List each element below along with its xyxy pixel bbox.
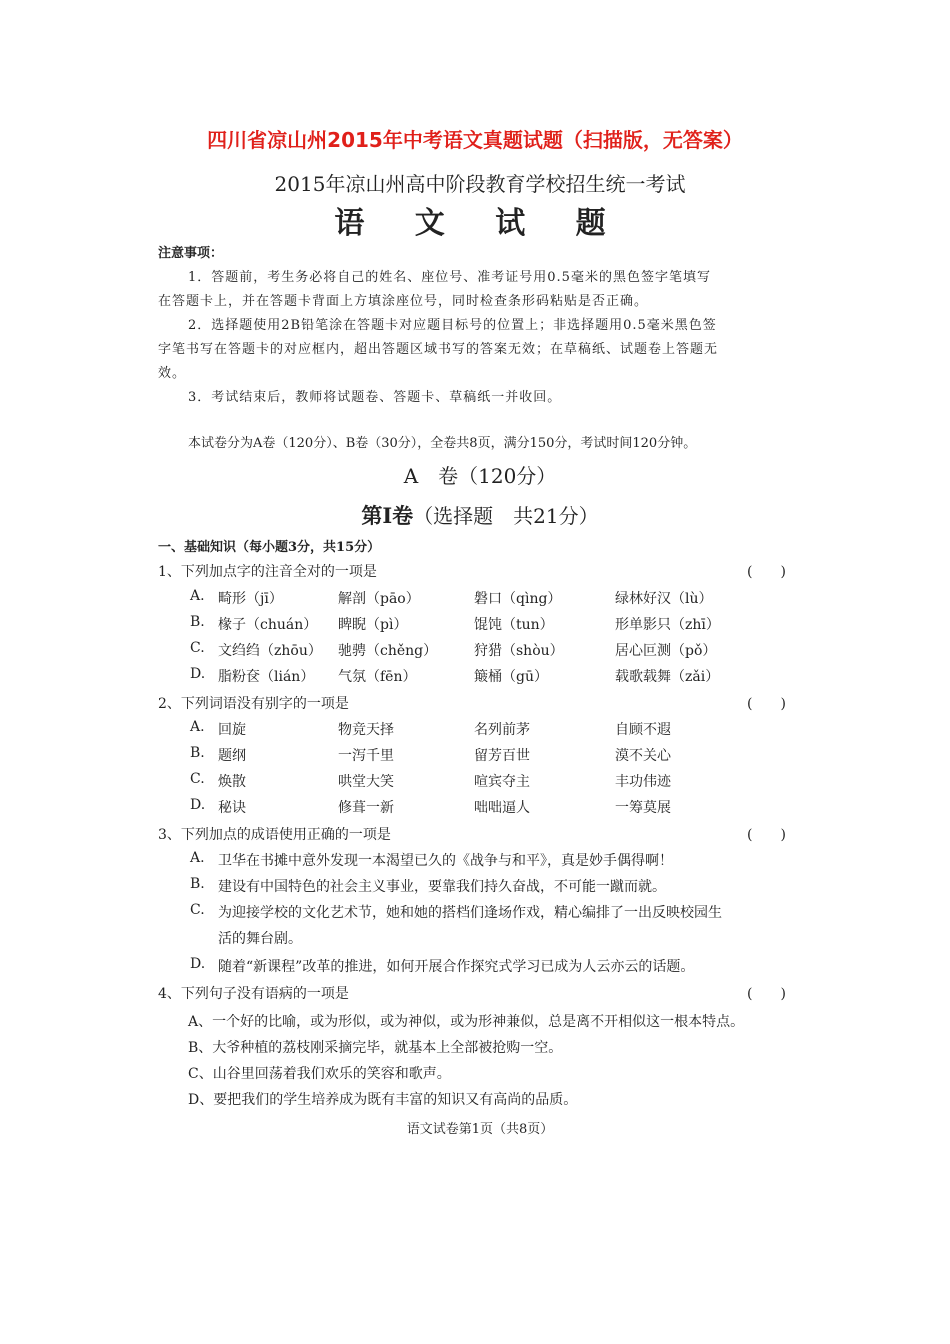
option-sentence: 为迎接学校的文化艺术节，她和她的搭档们逢场作戏，精心编排了一出反映校园生 — [218, 905, 722, 921]
option-item: 焕散 — [218, 774, 246, 790]
option-item: 形单影只（zhī） — [615, 617, 720, 633]
section-one-heading: 一、基础知识（每小题3分，共15分） — [158, 540, 381, 555]
answer-paren: ( ) — [747, 696, 786, 712]
option-item: 漠不关心 — [615, 748, 671, 764]
option-sentence: 建设有中国特色的社会主义事业，要靠我们持久奋战，不可能一蹴而就。 — [218, 879, 666, 895]
notice-line: 在答题卡上，并在答题卡背面上方填涂座位号，同时检查条形码粘贴是否正确。 — [158, 294, 649, 309]
option-item: 秘诀 — [218, 800, 246, 816]
option-label: B. — [190, 614, 205, 630]
option-sentence: B、大爷种植的荔枝刚采摘完毕，就基本上全部被抢购一空。 — [188, 1040, 563, 1056]
option-item: 丰功伟迹 — [615, 774, 671, 790]
option-item: 留芳百世 — [474, 748, 530, 764]
notice-line: 字笔书写在答题卡的对应框内，超出答题区域书写的答案无效；在草稿纸、试题卷上答题无 — [158, 342, 719, 357]
part-one-desc: （选择题 共21分） — [413, 504, 599, 528]
page-footer: 语文试卷第1页（共8页） — [406, 1122, 554, 1137]
option-item: 回旋 — [218, 722, 246, 738]
option-label: B. — [190, 876, 205, 892]
option-label: C. — [190, 771, 205, 787]
question-3-stem: 3、下列加点的成语使用正确的一项是 — [158, 827, 391, 843]
question-4-stem: 4、下列句子没有语病的一项是 — [158, 986, 349, 1002]
notice-line: 1．答题前，考生务必将自己的姓名、座位号、准考证号用0.5毫米的黑色签字笔填写 — [188, 270, 711, 285]
option-label: D. — [190, 956, 206, 972]
option-item: 畸形（jī） — [218, 591, 283, 607]
option-item: 一筹莫展 — [615, 800, 671, 816]
option-item: 绿林好汉（lù） — [615, 591, 713, 607]
option-sentence-continued: 活的舞台剧。 — [218, 931, 302, 947]
exam-info-line: 本试卷分为A卷（120分）、B卷（30分），全卷共8页，满分150分，考试时间120分钟。 — [188, 436, 697, 451]
exam-title: 2015年凉山州高中阶段教育学校招生统一考试 — [274, 172, 686, 196]
option-item: 狩猎（shòu） — [474, 643, 564, 659]
option-item: 馄饨（tun） — [474, 617, 554, 633]
option-item: 居心叵测（pǒ） — [615, 643, 717, 659]
notice-line: 效。 — [158, 366, 187, 381]
option-label: B. — [190, 745, 205, 761]
option-sentence: A、一个好的比喻，或为形似，或为神似，或为形神兼似，总是离不开相似这一根本特点。 — [188, 1014, 745, 1030]
option-sentence: D、要把我们的学生培养成为既有丰富的知识又有高尚的品质。 — [188, 1092, 578, 1108]
option-item: 睥睨（pì） — [338, 617, 408, 633]
option-item: 名列前茅 — [474, 722, 530, 738]
option-item: 题纲 — [218, 748, 246, 764]
option-item: 簸桶（gū） — [474, 669, 548, 685]
option-item: 哄堂大笑 — [338, 774, 394, 790]
answer-paren: ( ) — [747, 986, 786, 1002]
option-label: D. — [190, 797, 206, 813]
option-item: 脂粉奁（lián） — [218, 669, 315, 685]
volume-a-heading: A 卷（120分） — [403, 464, 557, 488]
option-label: A. — [190, 719, 205, 735]
answer-paren: ( ) — [747, 827, 786, 843]
option-item: 驰骋（chěng） — [338, 643, 438, 659]
option-item: 自顾不遐 — [615, 722, 671, 738]
option-item: 磐口（qìng） — [474, 591, 562, 607]
answer-paren: ( ) — [747, 564, 786, 580]
option-item: 咄咄逼人 — [474, 800, 530, 816]
option-label: C. — [190, 902, 205, 918]
option-item: 物竞天择 — [338, 722, 394, 738]
document-banner-title: 四川省凉山州2015年中考语文真题试题（扫描版，无答案） — [207, 128, 743, 152]
option-item: 一泻千里 — [338, 748, 394, 764]
option-item: 气氛（fēn） — [338, 669, 417, 685]
option-sentence: C、山谷里回荡着我们欢乐的笑容和歌声。 — [188, 1066, 451, 1082]
notice-line: 2．选择题使用2B铅笔涂在答题卡对应题目标号的位置上；非选择题用0.5毫米黑色签 — [188, 318, 717, 333]
option-label: C. — [190, 640, 205, 656]
notice-heading: 注意事项： — [158, 246, 224, 261]
option-item: 解剖（pāo） — [338, 591, 420, 607]
option-label: A. — [190, 588, 205, 604]
question-1-stem: 1、下列加点字的注音全对的一项是 — [158, 564, 377, 580]
part-one-heading — [150, 500, 810, 530]
option-item: 椽子（chuán） — [218, 617, 318, 633]
notice-line: 3．考试结束后，教师将试题卷、答题卡、草稿纸一并收回。 — [188, 390, 562, 405]
option-label: A. — [190, 850, 205, 866]
option-item: 文绉绉（zhōu） — [218, 643, 322, 659]
option-sentence: 随着“新课程”改革的推进，如何开展合作探究式学习已成为人云亦云的话题。 — [218, 959, 695, 975]
option-item: 喧宾夺主 — [474, 774, 530, 790]
option-item: 修葺一新 — [338, 800, 394, 816]
option-sentence: 卫华在书摊中意外发现一本渴望已久的《战争与和平》，真是妙手偶得啊！ — [218, 853, 673, 869]
subject-title: 语 文 试 题 — [334, 206, 626, 241]
option-label: D. — [190, 666, 206, 682]
part-one-label: 第Ⅰ卷 — [361, 503, 414, 528]
scanned-exam-page — [150, 160, 810, 1145]
question-2-stem: 2、下列词语没有别字的一项是 — [158, 696, 349, 712]
option-item: 载歌载舞（zǎi） — [615, 669, 720, 685]
